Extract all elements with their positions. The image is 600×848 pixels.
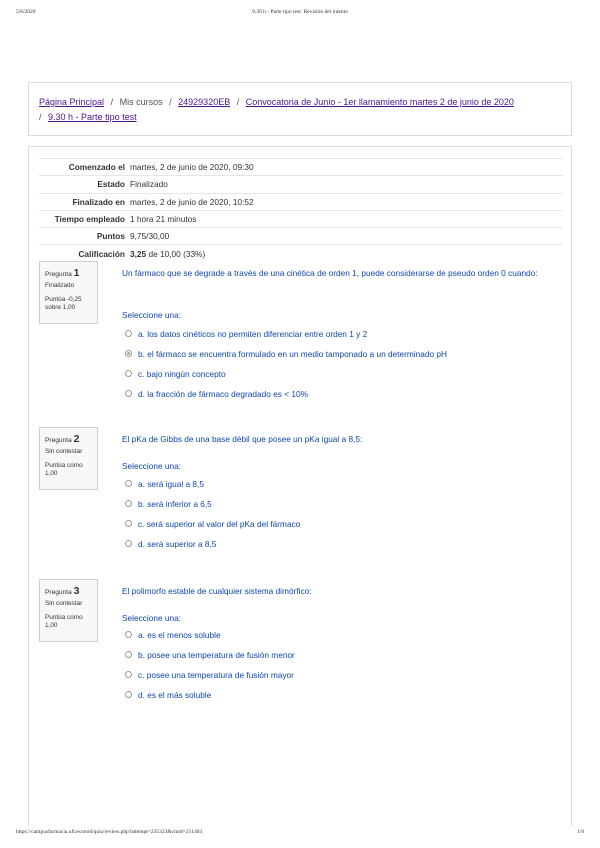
radio-button[interactable] <box>125 691 132 698</box>
summary-label: Finalizado en <box>39 193 130 210</box>
question-text: El polimorfo estable de cualquier sistema dimórfico: <box>122 586 312 596</box>
radio-button-selected[interactable] <box>125 350 132 357</box>
summary-label: Comenzado el <box>39 159 130 176</box>
answer-option-b[interactable]: b. el fármaco se encuentra formulado en un medio tamponado a un determinado pH <box>125 349 447 359</box>
summary-value <box>130 245 563 262</box>
answer-option-d[interactable]: d. es el más soluble <box>125 690 211 700</box>
answer-option-c[interactable]: c. bajo ningún concepto <box>125 369 226 379</box>
question-state: Finalizado <box>45 282 75 290</box>
question-grade: Puntúa como 1,00 <box>45 462 83 478</box>
print-url: https://campusfarmacia.ufl.es/mod/quiz/review.php?attempt=235323&cmid=251403 <box>16 829 203 835</box>
question-grade: Puntúa como 1,00 <box>45 614 83 630</box>
question-number: Pregunta 1 <box>45 267 80 279</box>
breadcrumb-separator: / <box>110 97 114 107</box>
question-info-box <box>39 261 98 324</box>
answer-option-d[interactable]: d. será superior a 8,5 <box>125 539 216 549</box>
answer-option-a[interactable]: a. será igual a 8,5 <box>125 479 204 489</box>
answer-option-b[interactable]: b. posee una temperatura de fusión menor <box>125 650 295 660</box>
answer-option-c[interactable]: c. será superior al valor del pKa del fármaco <box>125 519 300 529</box>
print-page-number: 1/8 <box>576 829 584 835</box>
radio-button[interactable] <box>125 631 132 638</box>
breadcrumb-separator: / <box>236 97 240 107</box>
question-state: Sin contestar <box>45 448 83 456</box>
summary-row-time-taken <box>39 210 563 227</box>
question-state: Sin contestar <box>45 600 83 608</box>
answer-option-b[interactable]: b. será inferior a 6,5 <box>125 499 212 509</box>
summary-row-state <box>39 176 563 193</box>
summary-value: martes, 2 de junio de 2020, 10:52 <box>130 193 563 210</box>
answer-option-d[interactable]: d. la fracción de fármaco degradado es < 10% <box>125 389 308 399</box>
quiz-review-region <box>28 146 572 826</box>
radio-button[interactable] <box>125 390 132 397</box>
answer-option-a[interactable]: a. los datos cinéticos no permiten diferenciar entre orden 1 y 2 <box>125 329 367 339</box>
question-prompt: Seleccione una: <box>122 613 182 623</box>
breadcrumb-course-link[interactable]: 24929320EB <box>178 97 231 107</box>
question-text: Un fármaco que se degrade a través de una cinética de orden 1, puede considerarse de pseudo orden 0 cuando: <box>122 268 538 278</box>
summary-label: Estado <box>39 176 130 193</box>
summary-label: Calificación <box>39 245 130 262</box>
breadcrumb <box>28 82 572 136</box>
summary-value: 1 hora 21 minutos <box>130 210 563 227</box>
radio-button[interactable] <box>125 500 132 507</box>
attempt-summary-table <box>39 158 563 262</box>
print-title: 9.30 h - Parte tipo test: Revisión del intento <box>252 9 348 15</box>
summary-label: Tiempo empleado <box>39 210 130 227</box>
breadcrumb-home-link[interactable]: Página Principal <box>39 97 105 107</box>
summary-row-points <box>39 228 563 245</box>
grade-scale: de 10,00 (33%) <box>148 248 206 259</box>
summary-row-finished <box>39 193 563 210</box>
breadcrumb-separator: / <box>39 112 42 122</box>
radio-button[interactable] <box>125 540 132 547</box>
summary-label: Puntos <box>39 228 130 245</box>
question-grade: Puntúa -0,25 sobre 1,00 <box>45 296 82 312</box>
question-prompt: Seleccione una: <box>122 310 182 320</box>
radio-button[interactable] <box>125 671 132 678</box>
question-text: El pKa de Gibbs de una base débil que posee un pKa igual a 8,5: <box>122 434 363 444</box>
question-info-box <box>39 427 98 490</box>
question-number: Pregunta 3 <box>45 585 80 597</box>
breadcrumb-my-courses: Mis cursos <box>119 97 163 107</box>
radio-button[interactable] <box>125 370 132 377</box>
question-prompt: Seleccione una: <box>122 461 182 471</box>
radio-button[interactable] <box>125 651 132 658</box>
summary-row-grade <box>39 245 563 262</box>
radio-button[interactable] <box>125 330 132 337</box>
summary-value: 9,75/30,00 <box>130 228 563 245</box>
summary-row-started <box>39 159 563 176</box>
breadcrumb-section-link[interactable]: Convocatoria de Junio - 1er llamamiento martes 2 de junio de 2020 <box>245 97 514 107</box>
radio-button[interactable] <box>125 520 132 527</box>
breadcrumb-quiz-link[interactable]: 9.30 h - Parte tipo test <box>48 112 137 122</box>
answer-option-c[interactable]: c. posee una temperatura de fusión mayor <box>125 670 294 680</box>
grade-score: 3,25 <box>130 248 147 259</box>
summary-value: martes, 2 de junio de 2020, 09:30 <box>130 159 563 176</box>
summary-value: Finalizado <box>130 176 563 193</box>
print-date: 5/6/2020 <box>16 9 36 15</box>
answer-option-a[interactable]: a. es el menos soluble <box>125 630 221 640</box>
question-info-box <box>39 579 98 642</box>
question-number: Pregunta 2 <box>45 433 80 445</box>
radio-button[interactable] <box>125 480 132 487</box>
breadcrumb-separator: / <box>169 97 172 107</box>
